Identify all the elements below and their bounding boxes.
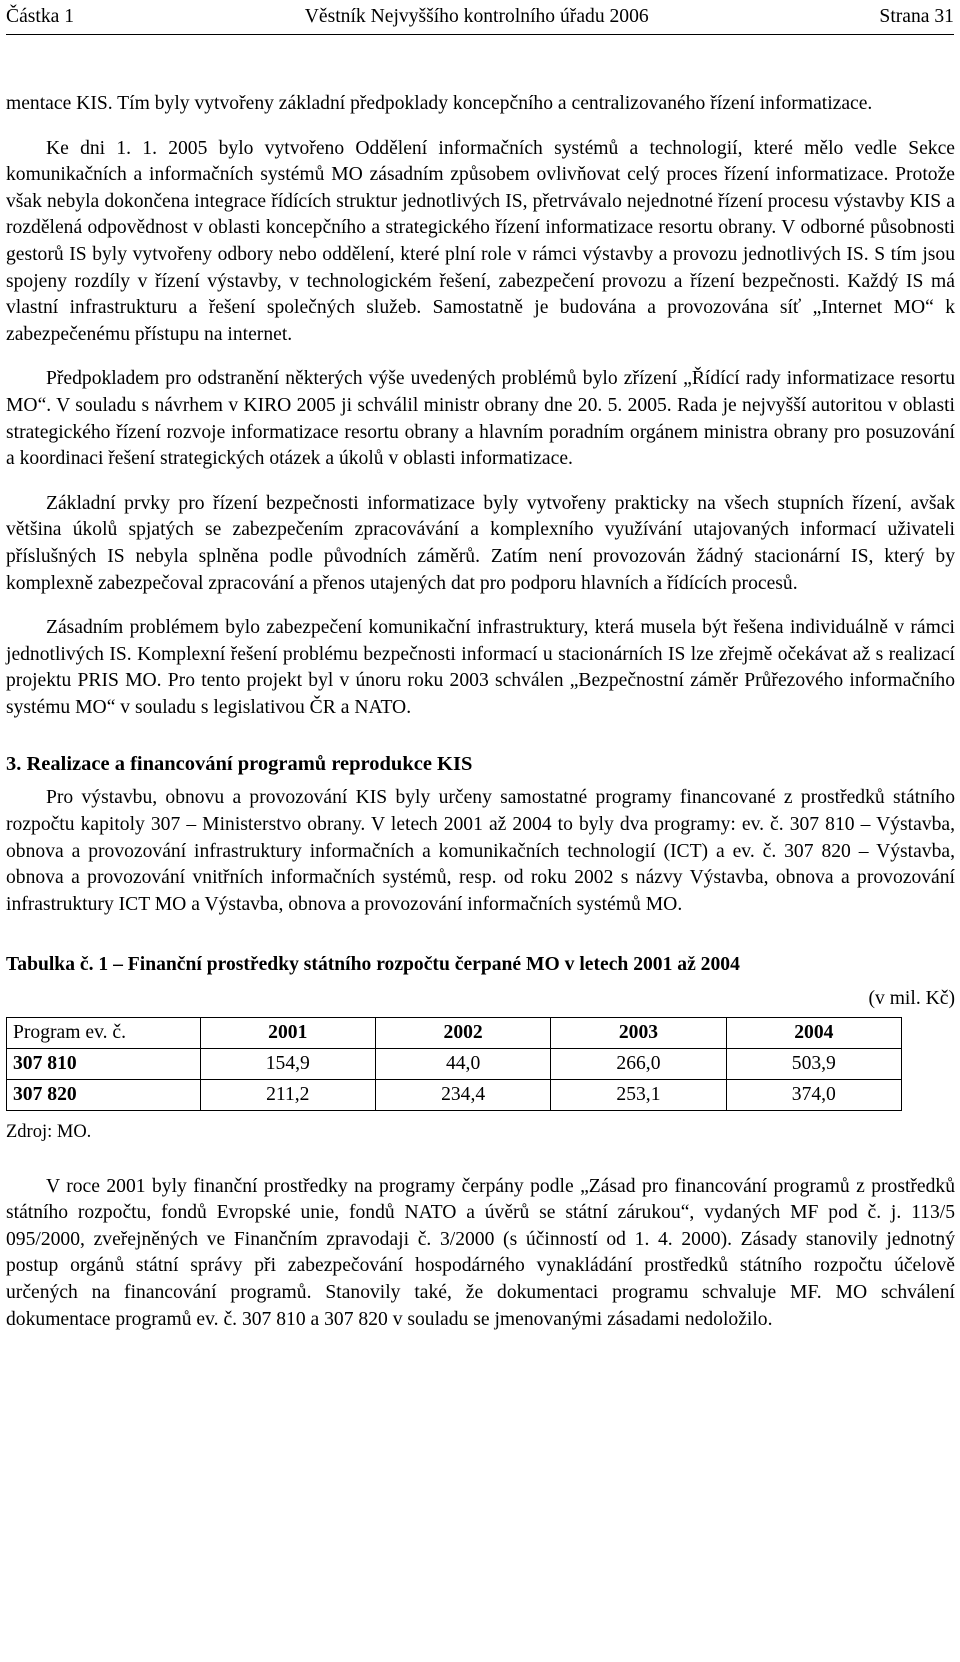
table-cell: 266,0 (551, 1049, 726, 1080)
table-header-cell: 2004 (726, 1018, 901, 1049)
table-cell: 234,4 (375, 1080, 550, 1111)
table-row (7, 1049, 902, 1080)
table-cell: 154,9 (200, 1049, 375, 1080)
table-header-cell: 2001 (200, 1018, 375, 1049)
paragraph: Ke dni 1. 1. 2005 bylo vytvořeno Oddělení informačních systémů a technologií, které mělo vedle Sekce komunikačních a informačních systémů MO zásadním způsobem ovlivňovat celý proces řízení informatizace. Protože však nebyla dokončena integrace řídících struktur jednotlivých IS, přetrvávalo nejednotné řízení procesu výstavby KIS a rozdělená odpovědnost v oblasti koncepčního a strategického řízení informatizace resortu obrany. V odborné působnosti gestorů IS byly vytvořeny odbory nebo oddělení, které plní role v rámci výstavby a provozu jednotlivých IS. S tím jsou spojeny rozdíly v řízení výstavby, v technologickém řešení, zabezpečení provozu a řízení bezpečnosti. Každý IS má vlastní infrastrukturu a řešení společných služeb. Samostatně je budována a provozována síť „Internet MO“ k zabezpečenému přístupu na internet. (6, 137, 955, 345)
table-cell: 253,1 (551, 1080, 726, 1111)
table-unit: (v mil. Kč) (868, 988, 955, 1010)
section-heading: 3. Realizace a financování programů reprodukce KIS (6, 753, 473, 776)
table-header-cell: Program ev. č. (7, 1018, 201, 1049)
paragraph: Předpokladem pro odstranění některých výše uvedených problémů bylo zřízení „Řídící rady informatizace resortu MO“. V souladu s návrhem v KIRO 2005 ji schválil ministr obrany dne 20. 5. 2005. Rada je nejvyšší autoritou v oblasti strategického řízení rozvoje informatizace resortu obrany a hlavním poradním orgánem ministra obrany pro posuzování a koordinaci řešení strategických otázek a úkolů v oblasti informatizace. (6, 368, 955, 470)
table-source: Zdroj: MO. (6, 1122, 92, 1143)
table-cell: 307 810 (7, 1049, 201, 1080)
paragraph: V roce 2001 byly finanční prostředky na programy čerpány podle „Zásad pro financování programů z prostředků státního rozpočtu, fondů Evropské unie, fondů NATO a úvěrů se státní zárukou“, vydaných MF pod č. j. 113/5 095/2000, zveřejněných ve Finančním zpravodaji č. 3/2000 (s účinností od 1. 4. 2000). Zásady stanovily jednotný postup orgánů státní správy při zabezpečování hospodárného vynakládání prostředků státního rozpočtu účelově určených na financování programů. Stanovily také, že dokumentaci programu schvaluje MF. MO schválení dokumentace programů ev. č. 307 810 a 307 820 v souladu se jmenovanými zásadami nedoložilo. (6, 1175, 955, 1330)
table-header-cell: 2003 (551, 1018, 726, 1049)
finance-table (6, 1017, 902, 1111)
header-page-number: Strana 31 (879, 6, 954, 27)
table-cell: 503,9 (726, 1049, 901, 1080)
header-issue: Částka 1 (6, 6, 75, 27)
page-header (6, 4, 954, 35)
table-cell: 307 820 (7, 1080, 201, 1111)
table-row (7, 1080, 902, 1111)
table-caption: Tabulka č. 1 – Finanční prostředky státního rozpočtu čerpané MO v letech 2001 až 2004 (6, 954, 740, 976)
table-cell: 44,0 (375, 1049, 550, 1080)
page-body (6, 91, 955, 1333)
table-header-row (7, 1018, 902, 1049)
paragraph: Základní prvky pro řízení bezpečnosti informatizace byly vytvořeny prakticky na všech stupních řízení, avšak většina úkolů spjatých se zabezpečením zpracovávání a komplexního využívání utajovaných informací uživateli příslušných IS nebyla splněna podle původních záměrů. Zatím není provozován žádný stacionární IS, který by komplexně zabezpečoval zpracování a přenos utajených dat pro podporu hlavních a řídících procesů. (6, 492, 955, 594)
paragraph: Zásadním problémem bylo zabezpečení komunikační infrastruktury, která musela být řešena individuálně v rámci jednotlivých IS. Komplexní řešení problému bezpečnosti informací u stacionárních IS lze zřejmě očekávat až s realizací projektu PRIS MO. Pro tento projekt byl v únoru roku 2003 schválen „Bezpečnostní záměr Průřezového informačního systému MO“ v souladu s legislativou ČR a NATO. (6, 617, 955, 718)
header-journal-title: Věstník Nejvyššího kontrolního úřadu 2006 (304, 6, 649, 27)
paragraph: Pro výstavbu, obnovu a provozování KIS byly určeny samostatné programy financované z prostředků státního rozpočtu kapitoly 307 – Ministerstvo obrany. V letech 2001 až 2004 to byly dva programy: ev. č. 307 810 – Výstavba, obnova a provozování infrastruktury informačních a komunikačních technologií (ICT) a ev. č. 307 820 – Výstavba, obnova a provozování vnitřních informačních systémů, resp. od roku 2002 s názvy Výstavba, obnova a provozování infrastruktury ICT MO a Výstavba, obnova a provozování informačních systémů MO. (6, 787, 955, 915)
table-cell: 374,0 (726, 1080, 901, 1111)
table-cell: 211,2 (200, 1080, 375, 1111)
table-header-cell: 2002 (375, 1018, 550, 1049)
paragraph: mentace KIS. Tím byly vytvořeny základní předpoklady koncepčního a centralizovaného řízení informatizace. (6, 93, 873, 114)
